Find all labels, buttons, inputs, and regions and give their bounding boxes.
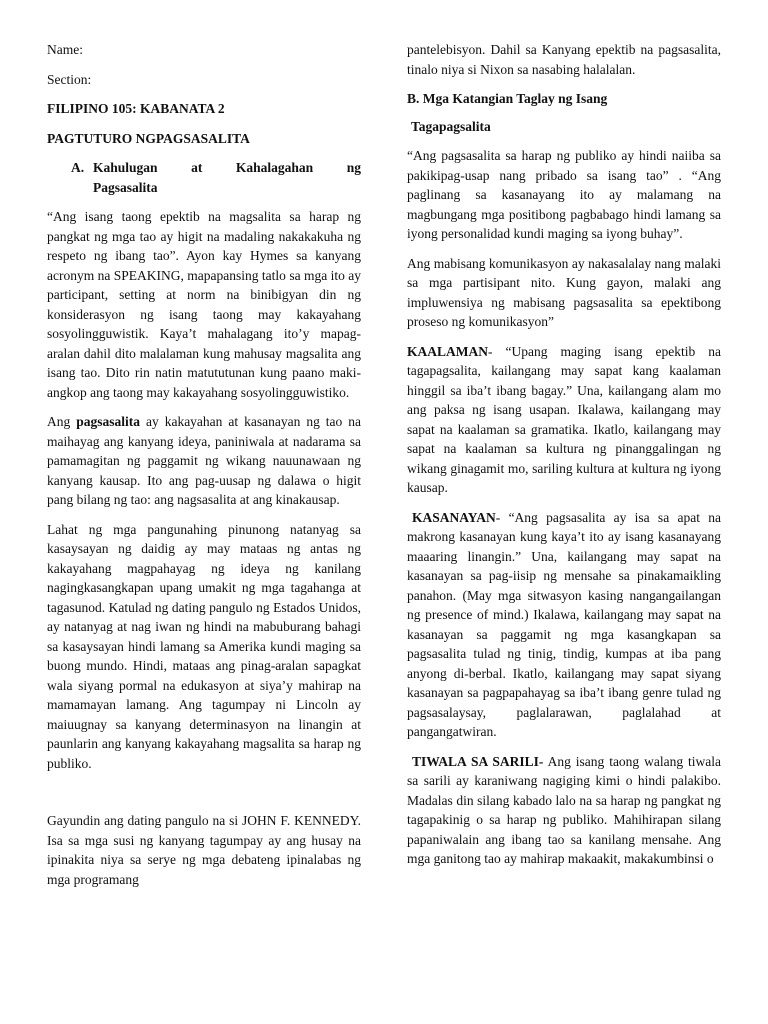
section-a-heading bbox=[47, 158, 361, 197]
section-a-title-line1: Kahulugan at Kahalagahan ng bbox=[93, 160, 361, 175]
right-paragraph-0: pantelebisyon. Dahil sa Kanyang epektib na pagsasalita, tinalo niya si Nixon sa nasabing halalalan. bbox=[407, 42, 721, 77]
section-b-heading-line2: Tagapagsalita bbox=[411, 118, 491, 134]
section-a-title-line2: Pagsasalita bbox=[93, 179, 158, 195]
course-title: FILIPINO 105: KABANATA 2 bbox=[47, 101, 225, 116]
tiwala-text: Ang isang taong walang tiwala sa sarili ay karaniwang nagiging kimi o hindi palakibo. Madalas din silang kabado lalo na sa harap ng pangkat ng tagapakinig o sa harap ng publiko. Mahihirapan silang papaniwalain ang ibang tao sa kanilang mensahe. Ang mga ganitong tao ay mahirap makaakit, makakumbinsi o bbox=[407, 753, 721, 866]
p2-rest: ay kakayahan at kasanayan ng tao na maihayag ang kanyang ideya, paniniwala at nadarama sa pamamagitan ng paggamit ng wikang nauunawaan ng kanyang kausap. Ito ang pag-uusap ng dalawa o higit pang bilang ng tao: ang nagsasalita at ang kinakausap. bbox=[47, 414, 362, 507]
kasanayan-label: KASANAYAN bbox=[412, 509, 496, 525]
right-paragraph-2: Ang mabisang komunikasyon ay nakasalalay nang malaki sa mga partisipant nito. Kung gayon, malaki ang impluwensiya ng mabisang pagsasalita sa epektibong proseso ng komunikasyon” bbox=[407, 255, 721, 329]
kasanayan-paragraph bbox=[407, 508, 721, 742]
tiwala-paragraph bbox=[407, 752, 721, 869]
right-column bbox=[407, 40, 721, 879]
kaalaman-paragraph bbox=[407, 342, 721, 498]
name-label: Name: bbox=[47, 42, 83, 57]
section-label: Section: bbox=[47, 71, 92, 87]
p2-keyword: pagsasalita bbox=[76, 414, 140, 429]
left-paragraph-2 bbox=[47, 412, 361, 510]
left-paragraph-1: “Ang isang taong epektib na magsalita sa harap ng pangkat ng mga tao ay higit na madaling nakakakuha ng respeto ng ibang tao”. Ayon kay Hymes sa kanyang acronym na SPEAKING, mapapansing tatlo sa mga ito ay participant, setting at norm na binibigyan din ng konsiderasyon ng isang taong may kakayahang sosyolingguwistik. Kaya’t mahalagang ito’y mapag-aralan dahil dito malalaman kung mahusay magsalita ang isang tao. Dito rin natin matututunan kung paano maki-angkop ang taong may kakayahang sosyolingguwistiko. bbox=[47, 209, 361, 400]
kaalaman-text: - “Upang maging isang epektib na tagapagsalita, kailangang may sapat kang kaalaman hinggil sa iba’t ibang bagay.” Una, kailangang alam mo ang paksa ng isang usapan. Ikalawa, kailangang may sapat na kaalaman sa gramatika. Ikatlo, kailangang may sapat na kaalaman sa kultura ng pinanggalingan ng wikang ginagamit mo, sariling kultura at kultura ng iyong kausap. bbox=[407, 343, 721, 495]
kaalaman-label: KAALAMAN bbox=[407, 343, 488, 359]
left-paragraph-4: Gayundin ang dating pangulo na si JOHN F. KENNEDY. Isa sa mga susi ng kanyang tagumpay ay ang husay na ipinakita niya sa serye ng mga debateng ipinalabas ng mga programang bbox=[47, 813, 361, 887]
tiwala-label: TIWALA SA SARILI- bbox=[412, 753, 544, 769]
kasanayan-text: - “Ang pagsasalita ay isa sa apat na makrong kasanayan kung kaya’t ito ay isang kasanayang maaaring linangin.” Una, kailangang may sapat na kasanayan sa pag-iisip ng mensahe sa pinakamaikling panahon. (May mga sitwasyon kasing nangangailangan ng presence of mind.) Ikalawa, kailangang may sapat na kasanayan sa paggamit ng mga kasangkapan sa pagsasalita tulad ng tinig, tindig, kumpas at iba pang anyong di-berbal. Ikatlo, kailangang may sapat siyang kasanayan sa pagpapahayag sa iba’t ibang genre tulad ng pagsasalaysay, paglalarawan, paglalahad at pangangatwiran. bbox=[407, 509, 721, 739]
section-a-marker: A. bbox=[71, 160, 85, 175]
p2-start: Ang bbox=[47, 414, 71, 429]
paragraph-gap bbox=[47, 783, 361, 811]
right-paragraph-1: “Ang pagsasalita sa harap ng publiko ay hindi naiiba sa pakikipag-usap nang pribado sa isang tao” . “Ang paglinang sa kasanayang ito ay malamang na magbungang mga positibong pagbabago hindi lamang sa iyong personalidad kundi maging sa iyong buhay”. bbox=[407, 148, 721, 241]
left-column bbox=[47, 40, 361, 899]
left-paragraph-3: Lahat ng mga pangunahing pinunong natanyag sa kasaysayan ng daidig ay may mataas ng antas ng kakayahang magpahayag ng ideya ng kanilang nagingkasangkapan upang umakit ng mga tagahanga at tagasunod. Katulad ng dating pangulo ng Estados Unidos, ay natanyag at nag iwan ng hindi na mabuburang bahagi sa kasaysayan hindi lamang sa Amerika kundi maging sa buong mundo. Hindi, mataas ang pinag-aralan sapagkat wala siyang pormal na edukasyon at siya’y mahirap na mamamayan lamang. Ang tagumpay ni Lincoln ay maiuugnay sa kanyang determinasyon na linangin at paunlarin ang kanyang kakayahang magsalita sa harap ng publiko. bbox=[47, 521, 361, 771]
lesson-title: PAGTUTURO NGPAGSASALITA bbox=[47, 130, 250, 146]
section-b-heading-line1: B. Mga Katangian Taglay ng Isang bbox=[407, 91, 608, 106]
